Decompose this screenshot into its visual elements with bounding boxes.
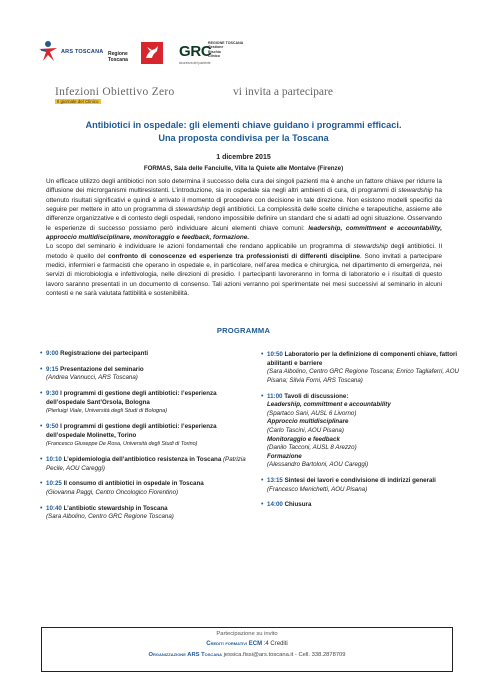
key-elements: leadership, committment e accountability, approccio multidisciplinare, monitoraggio e feedback, formazione. (46, 224, 442, 242)
bullet-icon: • (261, 351, 264, 358)
intro-text (46, 177, 442, 298)
bullet-icon: • (261, 477, 264, 485)
grc-logo (175, 38, 265, 68)
seminar-venue: FORMAS, Sala delle Fanciulle, Villa la Quiete alle Montalve (Firenze) (143, 165, 344, 172)
text-run: Un efficace utilizzo degli antibiotici non solo determina il successo della cura dei singoli pazienti ma è anche un fattore chiave per ridurre la diffusione dei microrganismi multiresistenti. L’introduzione, sia in ospedale sia negli altri ambienti di cura, di programmi di (46, 178, 442, 195)
program-speaker: (Sara Albolino, Centro GRC Regione Toscana) (46, 513, 174, 521)
program-item (40, 505, 255, 522)
program-speaker: (Giovanna Paggi, Centro Oncologico Fiorentino) (46, 489, 179, 497)
text-run-italic: stewardship (398, 187, 433, 195)
program-time: 11:00 (267, 392, 283, 400)
grc-subtitle: sicurezza del paziente (179, 61, 211, 65)
tavolo-speaker: (Carlo Tascini, AOU Pisana) (267, 426, 344, 434)
program-speaker: (Francesco Menichetti, AOU Pisana) (267, 485, 368, 493)
program-title: Laboratorio per la definizione di componenti chiave, fattori abilitanti e barriere (267, 351, 458, 367)
program-title: Chiusura (284, 501, 312, 509)
grc-caption-line: Clinico (208, 53, 220, 58)
bullet-icon: • (40, 350, 43, 357)
bullet-icon: • (40, 423, 43, 431)
program-time: 10:40 (46, 504, 62, 512)
program-speaker: (Patrizia Pecile, AOU Careggi) (46, 456, 246, 472)
program-title: Sintesi dei lavori e condivisione di indirizzi generali (284, 477, 436, 485)
program-time: 9:15 (46, 365, 59, 373)
program-time: 10:25 (46, 480, 62, 488)
contact-info: jessica.fissi@ars.toscana.it - Cell. 338.2878709 (223, 652, 346, 658)
program-item (261, 477, 461, 494)
ecm-label: Crediti formativi ECM (206, 641, 263, 647)
program-title: L’epidemiologia dell’antibiotico resistenza in Toscana (63, 456, 222, 464)
seminar-title-line2: Una proposta condivisa per la Toscana (158, 133, 329, 143)
program-time: 9:50 (46, 423, 59, 431)
program-item (261, 351, 461, 385)
infezioni-obiettivo-zero-title: Infezioni Obiettivo Zero (55, 86, 175, 98)
grc-caption-line: Rischio (208, 49, 221, 54)
bullet-icon: • (40, 504, 43, 512)
program-title: Registrazione dei partecipanti (60, 350, 149, 357)
organization-label: Organizzazione ARS Toscana (148, 652, 222, 658)
grc-caption (208, 41, 243, 58)
program-title: I programmi di gestione degli antibiotici: l’esperienza dell’ospedale Molinette, Torino (46, 423, 217, 439)
program-item (40, 456, 255, 473)
program-time: 10:50 (267, 351, 283, 358)
bullet-icon: • (261, 501, 264, 509)
program-time: 14:00 (267, 501, 283, 509)
program-item (40, 480, 255, 497)
program-item (40, 390, 255, 416)
ars-logo-text: ARS TOSCANA (61, 49, 104, 55)
intro-paragraph-2 (46, 242, 442, 298)
bullet-icon: • (40, 456, 43, 464)
tavolo-speaker: (Danilo Tacconi, AUSL 8 Arezzo) (267, 444, 357, 452)
text-run: degli antibiotici. La complessità delle scelte cliniche e terapeutiche, assieme alle differenze organizzative e di contesto degli ospedali, rendono impossibile definire un standard che si adatti ad ogni situazione. Osservando le esperienze di successo possiamo però individuare alcuni elementi chiave comuni: (46, 206, 442, 232)
program-speaker: (Francesco Giuseppe De Rosa, Università degli Studi di Torino) (46, 441, 198, 448)
ars-figure-icon (37, 40, 59, 62)
regione-toscana-pegasus-icon (141, 42, 163, 64)
program-time: 9:00 (46, 350, 59, 357)
participation-box (41, 627, 453, 672)
programma-right-column (261, 351, 461, 517)
bullet-icon: • (261, 392, 264, 400)
program-time: 10:10 (46, 456, 62, 464)
text-run-bold: confronto di conoscenze ed esperienze tra professionisti di differenti discipline (108, 252, 360, 260)
text-run: ha ottenuto risultati significativi e quindi è arrivato il momento di procedere con decisione in tale direzione. Non esistono modelli specifici da seguire per mettere in atto un programma di (46, 187, 442, 214)
tavolo-speaker: (Spartaco Sani, AUSL 6 Livorno) (267, 409, 357, 417)
bullet-icon: • (40, 365, 43, 373)
ars-toscana-logo (37, 38, 107, 64)
tavolo-speaker: (Alessandro Bartoloni, AOU Careggi) (267, 461, 369, 469)
tavolo-name: Approccio multidisciplinare (267, 418, 349, 426)
program-title: I programmi di gestione degli antibiotici: l’esperienza dell’ospedale Sant’Orsola, Bologna (46, 390, 217, 406)
grc-letters: GRC (179, 43, 212, 60)
program-item (40, 350, 255, 359)
regione-toscana-text: Regione Toscana (108, 51, 128, 63)
program-time: 9:30 (46, 390, 59, 398)
seminar-title-line1: Antibiotici in ospedale: gli elementi chiave guidano i programmi efficaci. (85, 120, 402, 130)
intro-paragraph-1 (46, 177, 442, 242)
programma-title: PROGRAMMA (216, 326, 271, 335)
text-run: . Sono invitati a partecipare medici, infermieri e farmacisti che operano in ospedale e, in particolare, nell’area medica e chirurgica, nel dipartimento di emergenza, nei servizi di microbiologia e infettivologia, nelle direzioni di presidio. I partecipanti lavoreranno in forma di laboratorio e i risultati di questo lavoro saranno presentati in un documento di consenso. Tali azioni verranno poi sperimentate nei mesi successivi al seminario in alcuni contesti e ne sarà valutata fattibilità e sostenibilità. (46, 252, 443, 298)
tavolo-name: Monitoraggio e feedback (267, 435, 340, 443)
program-title: Il consumo di antibiotici in ospedale in Toscana (63, 480, 204, 488)
program-item (261, 393, 461, 470)
bullet-icon: • (40, 480, 43, 488)
program-title: Presentazione del seminario (60, 365, 144, 373)
ecm-credits (42, 641, 452, 647)
programma-left-column (40, 350, 255, 529)
program-time: 13:15 (267, 477, 283, 485)
program-title: Tavoli di discussione: (284, 392, 349, 400)
tavolo-name: Formazione (267, 452, 302, 460)
organization-contact (42, 652, 452, 658)
text-run-italic: stewardship (175, 206, 210, 214)
text-run-italic: stewardship (353, 243, 388, 251)
grc-caption-line: Gestione (208, 45, 224, 50)
grc-caption-line: REGIONE TOSCANA (208, 41, 244, 45)
text-run: degli antibiotici. Il metodo è quello del (46, 243, 442, 260)
ecm-value: :4 Crediti (263, 641, 288, 647)
text-run: Lo scopo del seminario è individuare le azioni fondamentali che rendano applicabile un programma di (46, 243, 354, 251)
participation-note: Partecipazione su invito (216, 631, 278, 637)
program-item (40, 423, 255, 449)
invite-text: vi invita a partecipare (233, 86, 333, 98)
seminar-date: 1 dicembre 2015 (216, 154, 271, 161)
program-speaker: (Andrea Vannucci, ARS Toscana) (46, 374, 138, 382)
program-item (261, 501, 461, 510)
program-title: L’antibiotic stewardship in Toscana (63, 504, 168, 512)
program-speaker: (Sara Albolino, Centro GRC Regione Toscana; Enrico Tagliaferri, AOU Pisana; Silvia Forni, ARS Toscana) (267, 368, 460, 384)
tavolo-name: Leadership, committment e accountability (267, 401, 391, 409)
program-item (40, 366, 255, 383)
program-speaker: (Pierluigi Viale, Università degli Studi di Bologna) (46, 408, 168, 415)
bullet-icon: • (40, 390, 43, 398)
giornale-del-clinico-tag: Il giornale del Clinico (57, 99, 99, 104)
